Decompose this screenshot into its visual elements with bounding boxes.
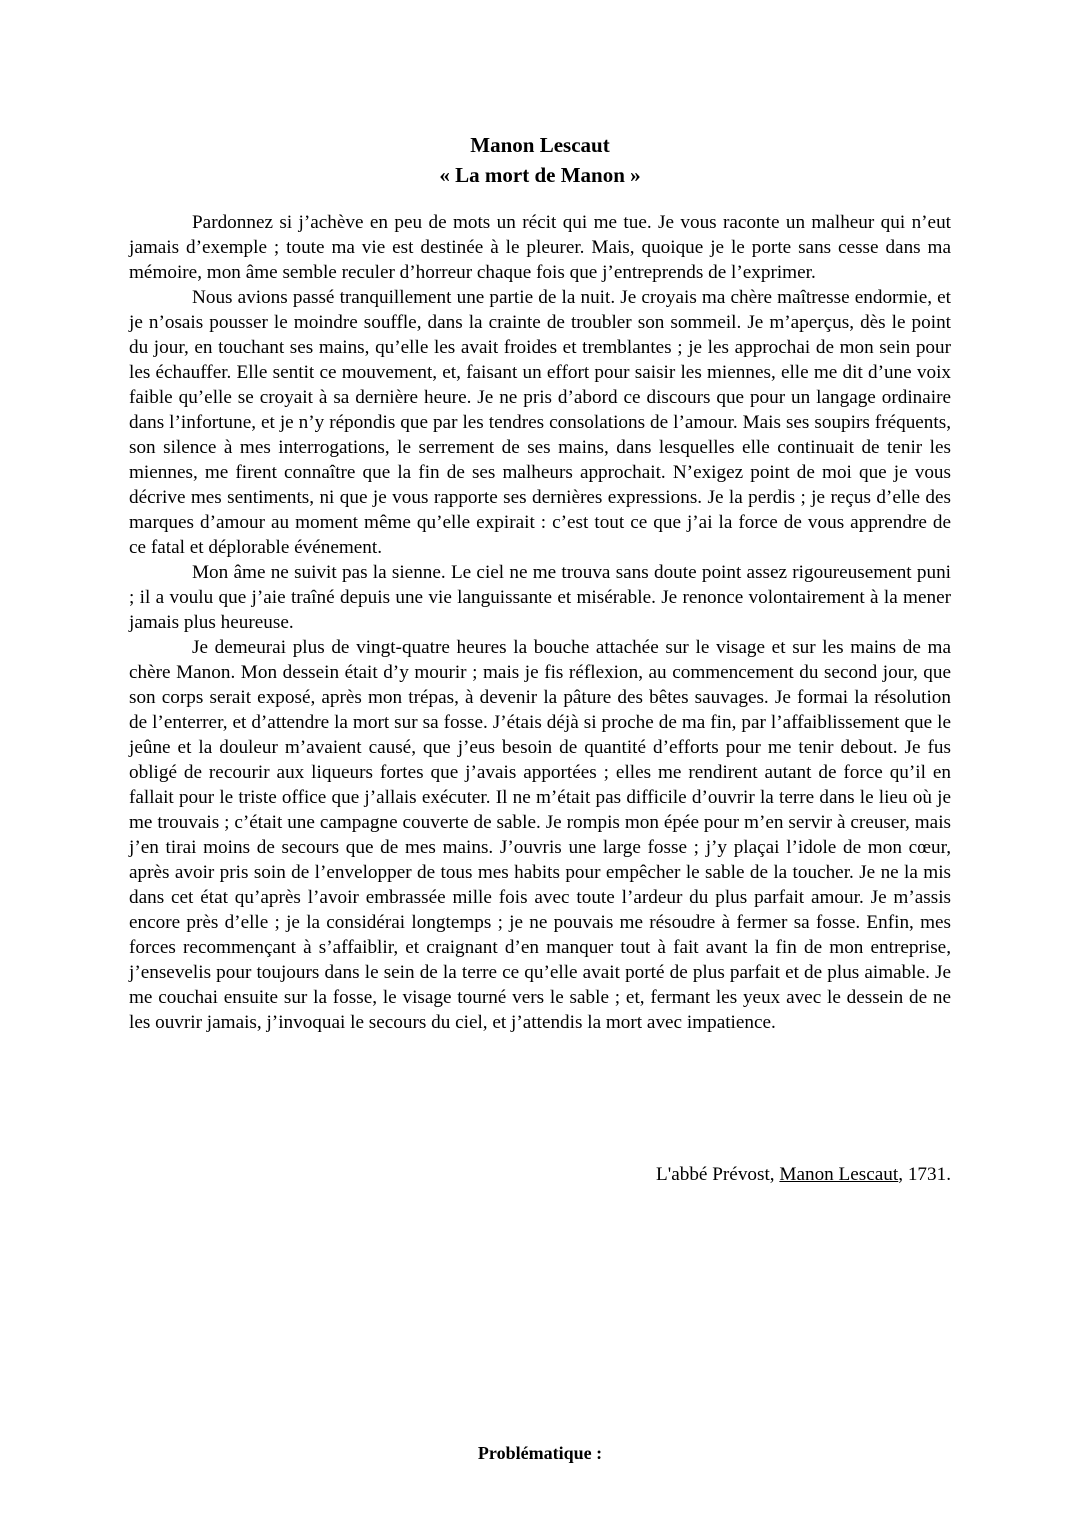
citation-author: L'abbé Prévost, bbox=[656, 1164, 775, 1185]
document-subtitle: « La mort de Manon » bbox=[439, 163, 641, 187]
citation-work: Manon Lescaut bbox=[779, 1164, 899, 1185]
document-header bbox=[129, 130, 951, 190]
problematique-label: Problématique : bbox=[477, 1443, 603, 1463]
paragraph-4: Je demeurai plus de vingt-quatre heures la bouche attachée sur le visage et sur les mains de ma chère Manon. Mon dessein était d’y mourir ; mais je fis réflexion, au commencement du second jour, que son corps serait exposé, après mon trépas, à devenir la pâture des bêtes sauvages. Je formai la résolution de l’enterrer, et d’attendre la mort sur sa fosse. J’étais déjà si proche de ma fin, par l’affaiblissement que le jeûne et la douleur m’avaient causé, que j’eus besoin de quantité d’efforts pour me tenir debout. Je fus obligé de recourir aux liqueurs fortes que j’avais apportées ; elles me rendirent autant de force qu’il en fallait pour le triste office que j’allais exécuter. Il ne m’était pas difficile d’ouvrir la terre dans le lieu où je me trouvais ; c’était une campagne couverte de sable. Je rompis mon épée pour m’en servir à creuser, mais j’en tirai moins de secours que de mes mains. J’ouvris une large fosse ; j’y plaçai l’idole de mon cœur, après avoir pris soin de l’envelopper de tous mes habits pour empêcher le sable de la toucher. Je ne la mis dans cet état qu’après l’avoir embrassée mille fois avec toute l’ardeur du plus parfait amour. Je m’assis encore près d’elle ; je la considérai longtemps ; je ne pouvais me résoudre à fermer sa fosse. Enfin, mes forces recommençant à s’affaiblir, et craignant d’en manquer tout à fait avant la fin de mon entreprise, j’ensevelis pour toujours dans le sein de la terre ce qu’elle avait porté de plus parfait et de plus aimable. Je me couchai ensuite sur la fosse, le visage tourné vers le sable ; et, fermant les yeux avec le dessein de ne les ouvrir jamais, j’invoquai le secours du ciel, et j’attendis la mort avec impatience. bbox=[129, 637, 951, 1033]
source-citation bbox=[129, 1162, 951, 1187]
paragraph-1: Pardonnez si j’achève en peu de mots un récit qui me tue. Je vous raconte un malheur qui n’eut jamais d’exemple ; toute ma vie est destinée à le pleurer. Mais, quoique je le porte sans cesse dans ma mémoire, mon âme semble reculer d’horreur chaque fois que j’entreprends de l’exprimer. bbox=[129, 212, 951, 283]
citation-year: , 1731. bbox=[898, 1164, 951, 1185]
paragraph-3: Mon âme ne suivit pas la sienne. Le ciel ne me trouva sans doute point assez rigoureusement puni ; il a voulu que j’aie traîné depuis une vie languissante et misérable. Je renonce volontairement à la mener jamais plus heureuse. bbox=[129, 562, 951, 633]
paragraph-2: Nous avions passé tranquillement une partie de la nuit. Je croyais ma chère maîtresse endormie, et je n’osais pousser le moindre souffle, dans la crainte de troubler son sommeil. Je m’aperçus, dès le point du jour, en touchant ses mains, qu’elle les avait froides et tremblantes ; je les approchai de mon sein pour les échauffer. Elle sentit ce mouvement, et, faisant un effort pour saisir les miennes, elle me dit d’une voix faible qu’elle se croyait à sa dernière heure. Je ne pris d’abord ce discours que pour un langage ordinaire dans l’infortune, et je n’y répondis que par les tendres consolations de l’amour. Mais ses soupirs fréquents, son silence à mes interrogations, le serrement de ses mains, dans lesquelles elle continuait de tenir les miennes, me firent connaître que la fin de ses malheurs approchait. N’exigez point de moi que je vous décrive mes sentiments, ni que je vous rapporte ses dernières expressions. Je la perdis ; je reçus d’elle des marques d’amour au moment même qu’elle expirait : c’est tout ce que j’ai la force de vous apprendre de ce fatal et déplorable événement. bbox=[129, 287, 951, 558]
document-title: Manon Lescaut bbox=[470, 133, 610, 157]
document-body bbox=[129, 210, 951, 1035]
